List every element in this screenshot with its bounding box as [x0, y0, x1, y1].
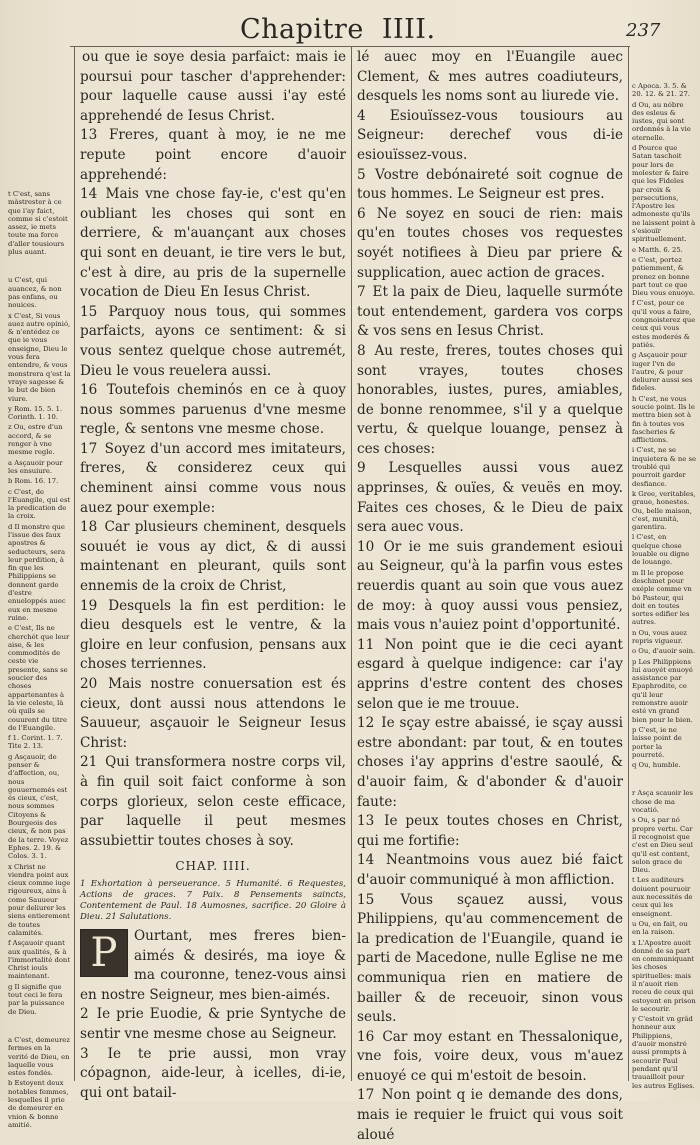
margin-note: x Christ ne viendra point aux cieux comme iuge rigoureux, ains à come Sauueur pour deliurer les siens entierement de toutes calamités.: [8, 862, 71, 937]
margin-note: p C'est, ie ne laisse point de porter la pourreté.: [632, 725, 682, 759]
margin-note: p Les Philippiens lui auoyét enuoyé assistance par Epaphrodite, ce qu'il leur remonstre auoir esté vn grand bien pour le bien.: [632, 657, 693, 724]
margin-note: r Asça scauoir les chose de ma vocatió.: [632, 789, 693, 815]
margin-note: d Pource que Satan taschoit pour lors de molester & faire que les Fideles par croix & persecutions, l'Apostre les admoneste qu'ils ne laissent point à s'esiouïr spirituellement.: [632, 144, 696, 244]
right-margin-rule: [628, 46, 629, 1081]
margin-note: c Apoca. 3. 5. & 20. 12. & 21. 27.: [632, 82, 690, 99]
margin-note: h C'est, ne vous soucie point. Ils le mettra bien sot à fin à toutes vos fascheries & afflictions.: [632, 394, 695, 445]
verse: 10 Or ie me suis grandement esioui au Seigneur, qu'à la parfin vous estes reuerdis quant au soin que vous auez de moy: à quoy aussi vous pensiez, mais vous n'auiez point d'opportunité.: [357, 538, 623, 634]
margin-note: q Ou, humble.: [632, 761, 681, 770]
margin-note: t Les auditeurs doiuent pouruoir aux necessités de ceux qui les enseignent.: [632, 876, 693, 918]
verse: Ourtant, mes freres bien-aimés & desirés, ma ioye & ma couronne, tenez-vous ainsi en nostre Seigneur, mes bien-aimés.: [80, 927, 346, 1003]
margin-note: t C'est, sans màstrester à ce que i'ay faict, comme si c'estoit assez, ie mets toute ma force d'aller tousiours plus auant.: [8, 190, 68, 257]
chapter-label: Chapitre: [240, 14, 364, 45]
verse: 8 Au reste, freres, toutes choses qui sont vrayes, toutes choses honorables, iustes, pures, amiables, de bonne renommee, s'il y a quelque vertu, & quelque louange, pensez à ces choses:: [357, 342, 623, 457]
margin-note: d Ou, au nóbre des esleus & iustes, qui sont ordonnés à la vie eternelle.: [632, 100, 691, 142]
verse: 16 Toutefois cheminós en ce à quoy nous sommes paruenus d'vne mesme regle, & sentons vne mesme chose.: [80, 382, 346, 438]
margin-note: k Gree, veritables, graue, honestes. Ou, belle maison, c'est, munitá, garentira.: [632, 489, 696, 532]
verse: 2 Ie prie Euodie, & prie Syntyche de sentir vne mesme chose au Seigneur.: [80, 1006, 346, 1042]
verse: 5 Vostre debónaireté soit cognue de tous hommes. Le Seigneur est pres.: [357, 166, 623, 203]
right-margin-notes: [632, 82, 696, 1092]
margin-note: b Rom. 16. 17.: [8, 477, 59, 486]
right-text-column: [357, 48, 623, 1145]
margin-note: u Ou, en fait, ou en la raison.: [632, 919, 688, 937]
verse: 21 Qui transformera nostre corps vil, à fin quil soit faict conforme à son corps glorieux, selon ceste efficace, par laquelle il peut mesmes assubiettir toutes choses à soy.: [80, 754, 346, 849]
margin-note: e C'est, Ils ne cherchét que leur aise, & les commodités de ceste vie presente, sans se soucier des choses appartenantes à la vie celeste, là où quils se couurent du titre de l'Euangile.: [8, 624, 70, 732]
margin-note: e C'est, portez patiemment, & prenez en bonne part tout ce que Dieu vous enuoye.: [632, 255, 696, 298]
left-text-column: [80, 48, 346, 1103]
verse: 4 Esiouïssez-vous tousiours au Seigneur: derechef vous di-ie esiouïssez-vous.: [357, 107, 623, 163]
verse: 19 Desquels la fin est perdition: le dieu desquels est le ventre, & la gloire en leur confusion, pensans aux choses terriennes.: [80, 597, 347, 673]
margin-note: a C'est, demeurez fermes en la verité de Dieu, en laquelle vous estes fondés.: [8, 1035, 70, 1078]
margin-note: z Ou, estre d'un accord, & se renger à vne mesme regle.: [8, 423, 63, 457]
verse: 12 Ie sçay estre abaissé, ie sçay aussi estre abondant: par tout, & en toutes choses i'ay apprins d'estre saoulé, & d'auoir faim, & d'abonder & d'auoir faute:: [357, 715, 623, 810]
verse: 20 Mais nostre conuersation est és cieux, dont aussi nous attendons le Sauueur, asçauoir le Seigneur Iesus Christ:: [80, 676, 346, 751]
margin-note: s Ou, s par nó propre vertu. Car il recognoist que c'est en Dieu seul qu'il est content, selon grace de Dieu.: [632, 816, 693, 875]
verse: 14 Mais vne chose fay-ie, c'est qu'en oubliant les choses qui sont en derriere, & m'auançant aux choses qui sont en deuant, ie tire vers le but, c'est à dire, au pris de la supernelle vocation de Dieu En Iesus Christ.: [80, 186, 346, 301]
margin-note: f C'est, pour ce qu'il vous a faire, congnoisterez que ceux qui vous estes moderés & patiés.: [632, 299, 696, 349]
margin-note: i C'est, ne se inquietera & ne se troublé qui pourroit garder desfiance.: [632, 446, 696, 488]
header-rule: [70, 46, 630, 47]
margin-note: a Asçauoir pour les ensuiure.: [8, 458, 63, 475]
verse: 17 Non point q ie demande des dons, mais ie requier le fruict qui vous soit aloué: [357, 1087, 623, 1143]
chapter-heading: CHAP. IIII.: [175, 859, 251, 874]
verse: 6 Ne soyez en souci de rien: mais qu'en toutes choses vos requestes soyét notifiees à Dieu par priere & supplication, auec action de graces.: [357, 205, 623, 281]
chapter-number: IIII.: [381, 14, 436, 45]
verse: 3 Ie te prie aussi, mon vray cópagnon, aide-leur, à icelles, di-ie, qui ont batail-: [80, 1045, 346, 1101]
margin-note: g Asçauoir pour iuger l'vn de l'autre, & pour deliurer aussi ses fideles.: [632, 351, 693, 393]
margin-note: o Ou, d'auoir soin.: [632, 647, 696, 656]
verse: lé auec moy en l'Euangile auec Clement, & mes autres coadiuteurs, desquels les noms sont au liurede vie.: [357, 49, 623, 105]
margin-note: l C'est, en quelque chose louable ou digne de louange.: [632, 533, 690, 567]
margin-note: b Estoyent deux notables femmes, lesquelles il prie de demeurer en vnion & bonne amitié.: [8, 1079, 69, 1129]
chapter-opening: [80, 927, 346, 1005]
margin-note: n Ou, vous auez repris vigueur.: [632, 628, 687, 645]
margin-note: x L'Apostre auoit donné de sa part en communiquant les choses spirituelles: mais il n'auoit rien receu de ceux qui estoyent en prison le secourir.: [632, 938, 696, 1013]
verse: 16 Car moy estant en Thessalonique, vne fois, voire deux, vous m'auez enuoyé ce qui m'estoit de besoin.: [357, 1028, 624, 1084]
margin-note: y Rom. 15. 5. 1. Corinth. 1. 10.: [8, 404, 63, 422]
margin-note: g Il signifie que tout ceci le fera par la puissance de Dieu.: [8, 982, 65, 1016]
margin-note: e Matth. 6. 25.: [632, 245, 683, 254]
chapter-summary: 1 Exhortation à perseuerance. 5 Humanité. 6 Requestes, Actions de graces. 7 Paix. 8 Pensements saincts, Contentement de Paul. 18 Aumosnes, sacrifice. 20 Gloire à Dieu. 21 Salutations.: [80, 878, 346, 922]
verse: 15 Vous sçauez aussi, vous Philippiens, qu'au commencement de la predication de l'Euangile, quand ie parti de Macedone, nulle Eglise ne me communiqua rien en matiere de bailler & de receuoir, sinon vous seuls.: [357, 891, 623, 1026]
margin-note: f 1. Corint. 1. 7. Tite 2. 13.: [8, 734, 63, 751]
running-header: [240, 14, 436, 45]
margin-note: y C'estoit vn grâd honneur aux Philippiens, d'auoir monstré aussi prompts à secourir Paul pendant qu'il trauailloit pour les autres Eglises.: [632, 1015, 695, 1090]
margin-note: u C'est, qui auancez, & non pas enfans, ou nouices.: [8, 276, 62, 310]
verse: 15 Parquoy nous tous, qui sommes parfaicts, ayons ce sentiment: & si vous sentez quelque chose autremét, Dieu le vous reuelera aussi.: [80, 303, 346, 379]
verse: 9 Lesquelles aussi vous auez apprinses, & ouïes, & veuës en moy. Faites ces choses, & le Dieu de paix sera auec vous.: [357, 460, 623, 536]
margin-note: d Il monstre que l'issue des faux apostres & seducteurs, sera leur perdition, à fin que les Philippiens se donnent garde d'estre enueloppés auec eux en mesme ruine.: [8, 522, 66, 622]
column-divider: [351, 46, 352, 1081]
verse: 13 Ie peux toutes choses en Christ, qui me fortifie:: [357, 813, 623, 849]
verse: ou que ie soye desia parfaict: mais ie poursui pour tascher d'apprehender: pour laquelle cause aussi i'ay esté apprehendé de Iesus Christ.: [80, 49, 346, 124]
left-margin-rule: [74, 46, 75, 1081]
verse: 11 Non point que ie die ceci ayant esgard à quelque indigence: car i'ay apprins d'estre content des choses selon que ie me trouue.: [357, 636, 623, 712]
verse: 18 Car plusieurs cheminent, desquels souuét ie vous ay dict, & di aussi maintenant en pleurant, quils sont ennemis de la croix de Christ,: [80, 519, 346, 595]
left-margin-notes: [8, 190, 72, 1131]
margin-note: f Asçauoir quant aux qualités, & à l'immortalité dont Christ iouïs maintenant.: [8, 939, 71, 981]
margin-note: c C'est, de l'Euangile, qui est la predication de la croix.: [8, 487, 71, 521]
verse: 7 Et la paix de Dieu, laquelle surmóte tout entendement, gardera vos corps & vos sens en Iesus Christ.: [357, 284, 623, 340]
verse: 14 Neantmoins vous auez bié faict d'auoir communiqué à mon affliction.: [357, 852, 623, 888]
margin-note: x C'est, Si vous auez autre opinió, & n'entédez ce que ie vous enseigne, Dieu le vous fera entendre, & vous monstrera q'est la vraye sagesse & le but de bien viure.: [8, 311, 71, 403]
drop-cap-initial: P: [80, 929, 128, 977]
verse: 17 Soyez d'un accord mes imitateurs, freres, & considerez ceux qui cheminent ainsi comme vous nous auez pour exemple:: [80, 440, 347, 516]
verse: 13 Freres, quant à moy, ie ne me repute point encore d'auoir apprehendé:: [80, 127, 346, 183]
margin-note: m Il le propose deschmet pour exéple comme vn bó Pasteur, qui doit en toutes sortes edifier les autres.: [632, 568, 692, 627]
margin-note: g Asçauoir, de penser & d'affection, ou, nous gouuernemés est és cieux, c'est, nous sommes Citoyens & Bourgeois des cieux, & non pas de la terre. Voyez Ephes. 2. 19. & Colos. 3. 1.: [8, 752, 69, 861]
page-number: 237: [626, 20, 661, 41]
